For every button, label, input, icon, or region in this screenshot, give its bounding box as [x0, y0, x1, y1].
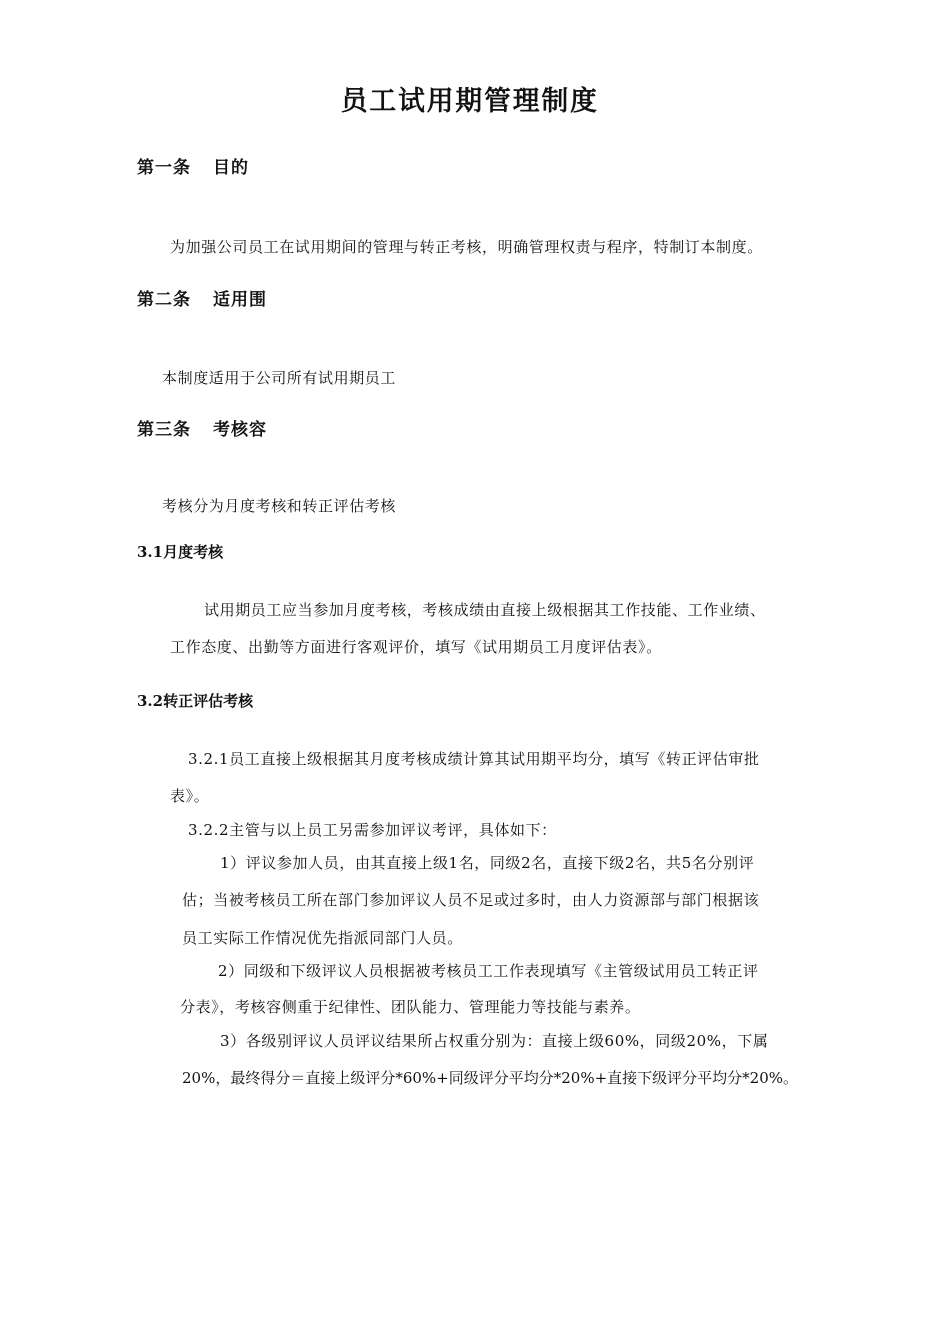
article-3-name: 考核容 — [213, 420, 267, 440]
point-3-line-1: 3）各级别评议人员评议结果所占权重分别为：直接上级60%，同级20%，下属 — [220, 1032, 769, 1050]
article-1-name: 目的 — [213, 158, 249, 178]
article-2-number: 第二条 — [137, 290, 191, 310]
point-1-line-1: 1）评议参加人员，由其直接上级1名，同级2名，直接下级2名，共5名分别评 — [220, 854, 755, 872]
article-1-text: 为加强公司员工在试用期间的管理与转正考核，明确管理权责与程序，特制订本制度。 — [170, 238, 763, 256]
article-1-heading — [137, 158, 249, 178]
point-2-line-2: 分表》，考核容侧重于纪律性、团队能力、管理能力等技能与素养。 — [180, 998, 641, 1016]
item-3-2-2: 3.2.2主管与以上员工另需参加评议考评，具体如下： — [188, 821, 557, 839]
section-3-2-heading: 3.2转正评估考核 — [137, 692, 254, 710]
article-1-number: 第一条 — [137, 158, 191, 178]
section-3-1-heading: 3.1月度考核 — [137, 543, 224, 561]
section-3-1-line-1: 试用期员工应当参加月度考核，考核成绩由直接上级根据其工作技能、工作业绩、 — [204, 601, 766, 619]
article-3-text: 考核分为月度考核和转正评估考核 — [162, 497, 397, 515]
document-title: 员工试用期管理制度 — [340, 86, 599, 117]
article-3-number: 第三条 — [137, 420, 191, 440]
article-2-text: 本制度适用于公司所有试用期员工 — [162, 369, 397, 387]
point-3-line-2: 20%，最终得分＝直接上级评分*60%+同级评分平均分*20%+直接下级评分平均分*20%。 — [182, 1069, 798, 1087]
point-2-line-1: 2）同级和下级评议人员根据被考核员工工作表现填写《主管级试用员工转正评 — [218, 962, 759, 980]
article-3-heading — [137, 420, 267, 440]
article-2-heading — [137, 290, 267, 310]
item-3-2-1-line-2: 表》。 — [170, 787, 210, 805]
section-3-1-line-2: 工作态度、出勤等方面进行客观评价，填写《试用期员工月度评估表》。 — [170, 638, 662, 656]
point-1-line-3: 员工实际工作情况优先指派同部门人员。 — [182, 929, 463, 947]
point-1-line-2: 估；当被考核员工所在部门参加评议人员不足或过多时，由人力资源部与部门根据该 — [182, 891, 760, 909]
item-3-2-1-line-1: 3.2.1员工直接上级根据其月度考核成绩计算其试用期平均分，填写《转正评估审批 — [188, 750, 760, 768]
article-2-name: 适用围 — [213, 290, 267, 310]
